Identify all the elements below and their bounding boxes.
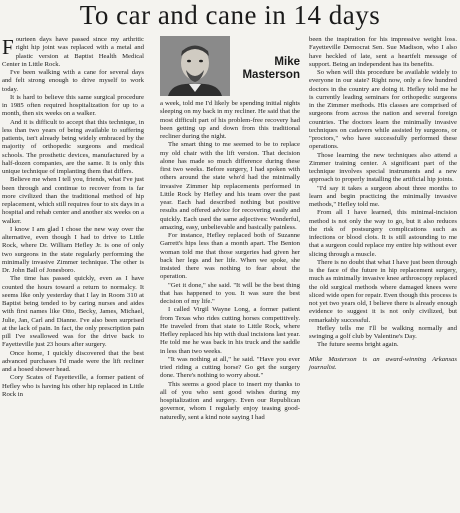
paragraph: Cory Scates of Fayetteville, a former patient of Hefley who is having his other hip replaced in Little Rock in: [2, 374, 144, 398]
paragraph: There is no doubt that what I have just been through is the face of the future in hip replacement surgery, much as minimally invasive knee arthroscopy replaced the old surgical methods where damaged knees were sliced wide open for repair. Even though this process is not yet two years old, I believe there is already enough evidence to suggest it is not only civilized, but remarkably successful.: [309, 258, 457, 324]
paragraph: So when will this procedure be available widely to everyone in our state? Right now, only a few hundred doctors in the country are doing it. Hefley told me he is currently leading seminars for orthopedic surgeons in the Zimmer methods. His classes are comprised of surgeons from across the nation and several foreign countries. The doctors learn the minimally invasive techniques on cadavers while assisted by surgeons, or "proctors," who have successfully performed these operations.: [309, 69, 457, 151]
paragraph: Believe me when I tell you, friends, what I've just been through and continue to recover from is far more civilized than the traditional method of hip replacement, which still requires four to six days in a hospital and rehab center and another six weeks on a walker.: [2, 176, 144, 225]
paragraph: Those learning the new techniques also attend a Zimmer training center. A significant part of the technique involves special instruments and a new approach to properly installing the artificial hip joints.: [309, 151, 457, 184]
column-2: [160, 100, 300, 422]
paragraph: been the inspiration for his impressive weight loss. Fayetteville Democrat Sen. Sue Madison, who I also have heckled of late, sent a heartfelt message of support. Being an independent has its benefits.: [309, 36, 457, 68]
columnist-byline: [160, 36, 300, 98]
paragraph: I called Virgil Wayne Long, a former patient from Texas who rides cutting horses competitively. He traveled from that state to Little Rock, where Hefley replaced his hip with dual incisions last year. He told me he was back in his truck and the saddle in less than two weeks.: [160, 306, 300, 355]
column-3: [309, 36, 457, 372]
column-1: [2, 36, 144, 399]
paragraph: The future seems bright again.: [317, 341, 399, 349]
paragraph: Hefley tells me I'll be walking normally and swinging a golf club by Valentine's Day.: [309, 324, 457, 340]
columnist-photo: [160, 36, 230, 96]
paragraph: "I'd say it takes a surgeon about three months to learn and begin practicing the minimally invasive methods," Hefley told me.: [309, 184, 457, 208]
paragraph: From all I have learned, this minimal-incision method is not only the way to go, but it also reduces the risk of postsurgery complications such as infections or blood clots. It is still astounding to me that a surgeon could replace my entire hip without ever slicing through a muscle.: [309, 209, 457, 258]
headline: To car and cane in 14 days: [79, 0, 381, 30]
paragraph: The smart thing to me seemed to be to replace my old chair with the lift version. That decision alone has made so much difference during these first two weeks. Before surgery, I had spoken with others around the state who'd had the minimally invasive Zimmer hip replacements performed in Little Rock by Hefley and his team over the past year. Each had described nothing but positive results and offered advice for recovering easily and quickly. Each used the same adjectives: Wonderful, amazing, easy, unbelievable and basically painless.: [160, 141, 300, 231]
paragraph: Fourteen days have passed since my arthritic right hip joint was replaced with a metal and plastic version at Baptist Health Medical Center in Little Rock.: [2, 35, 144, 68]
columnist-first-name: Mike: [274, 56, 300, 68]
paragraph: a week, told me I'd likely be spending initial nights sleeping on my back in my recliner. He said that the most difficult part of his problem-free recovery had been getting up and down from this traditional recliner during the night.: [160, 100, 300, 140]
columnist-last-name: Masterson: [242, 69, 300, 81]
paragraph: "It was nothing at all," he said. "Have you ever tried riding a cutting horse? Go get the surgery done. There's nothing to worry about.": [160, 355, 300, 380]
columnist-name: [230, 56, 300, 82]
paragraph: The time has passed quickly, even as I have counted the hours toward a return to normalcy. It seems like only yesterday that I lay in Room 310 at Baptist being tended to by caring nurses and aides with first names like Otto, Becky, James, Michael, Julie, Jan, Carl and Dianne. I've also been surprised at the lack of pain. In fact, the only prescription pain pill I've swallowed was for the drive back to Fayetteville just 23 hours after surgery.: [2, 275, 144, 349]
paragraph: And it is difficult to accept that this technique, in less than two years of being available to suffering patients, isn't already being widely embraced by the majority of orthopedic surgeons and medical schools. The prosthetic devices, manufactured by a half-dozen companies, are the same. It is only this unique technique of implanting them that differs.: [2, 118, 144, 175]
paragraph: I've been walking with a cane for several days and felt strong enough to drive myself to work today.: [2, 69, 144, 93]
paragraph: I know I am glad I chose the new way over the alternative, even though I had to drive to Little Rock, where Dr. William Hefley Jr. is one of only two surgeons in the state regularly performing the minimally invasive Zimmer technique. The other is Dr. John Ball of Jonesboro.: [2, 225, 144, 274]
paragraph: It is hard to believe this same surgical procedure in 1985 often required hospitalization for up to a month, then six weeks on a walker.: [2, 93, 144, 118]
paragraph: "Get it done," she said. "It will be the best thing that has happened to you. It was sure the best decision of my life.": [160, 281, 300, 305]
paragraph: Once home, I quickly discovered that the best advanced purchases I'd made were the lift recliner and a hosed shower head.: [2, 349, 144, 373]
paragraph: This seems a good place to insert my thanks to all of you who sent good wishes during my hospitalization and surgery. Even our Republican governor, whom I regularly enjoy teasing good-naturedly, sent a kind note saying I had: [160, 380, 300, 421]
paragraph: For instance, Hefley replaced both of Suzanne Garrett's hips less than a month apart. The Benton woman told me that those surgeries had given her back her legs and her life. When we spoke, she insisted there was nothing to fear about the operation.: [160, 232, 300, 281]
author-signature: Mike Masterson is an award-winning Arkansas journalist.: [309, 355, 457, 371]
drop-cap: F: [2, 35, 14, 59]
